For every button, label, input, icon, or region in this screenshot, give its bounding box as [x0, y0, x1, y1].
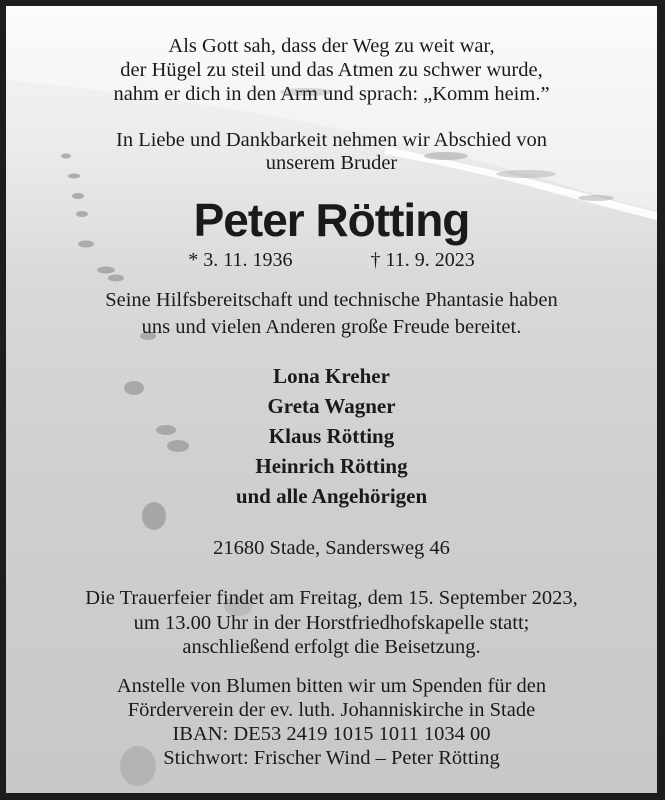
donation-keyword: Stichwort: Frischer Wind – Peter Rötting	[163, 747, 500, 769]
service-line: Die Trauerfeier findet am Freitag, dem 15. September 2023,	[85, 587, 578, 609]
life-dates	[6, 248, 657, 272]
intro-line: In Liebe und Dankbarkeit nehmen wir Abschied von	[116, 129, 547, 151]
service-line: um 13.00 Uhr in der Horstfriedhofskapelle statt;	[133, 612, 530, 634]
death-date: † 11. 9. 2023	[370, 249, 475, 271]
mourner-name: Heinrich Rötting	[255, 454, 408, 478]
poem-line: der Hügel zu steil und das Atmen zu schwer wurde,	[120, 59, 543, 81]
poem-line: nahm er dich in den Arm und sprach: „Komm heim.”	[113, 83, 550, 105]
mourner-relatives: und alle Angehörigen	[235, 484, 428, 508]
donation-line: Anstelle von Blumen bitten wir um Spenden für den	[116, 675, 547, 697]
birth-date: * 3. 11. 1936	[188, 249, 293, 271]
mourner-name: Greta Wagner	[267, 394, 396, 418]
intro-line: unserem Bruder	[265, 152, 398, 174]
address: 21680 Stade, Sandersweg 46	[213, 537, 450, 559]
mourner-name: Klaus Rötting	[268, 424, 395, 448]
deceased-name: Peter Rötting	[193, 194, 470, 246]
mourner-name: Lona Kreher	[273, 364, 390, 388]
obituary-notice	[6, 6, 657, 793]
tribute-line: uns und vielen Anderen große Freude bereitet.	[141, 316, 522, 338]
iban: IBAN: DE53 2419 1015 1011 1034 00	[172, 723, 491, 745]
service-line: anschließend erfolgt die Beisetzung.	[182, 636, 481, 658]
tribute-line: Seine Hilfsbereitschaft und technische Phantasie haben	[105, 289, 558, 311]
donation-line: Förderverein der ev. luth. Johanniskirche in Stade	[127, 699, 536, 721]
poem-line: Als Gott sah, dass der Weg zu weit war,	[168, 35, 495, 57]
